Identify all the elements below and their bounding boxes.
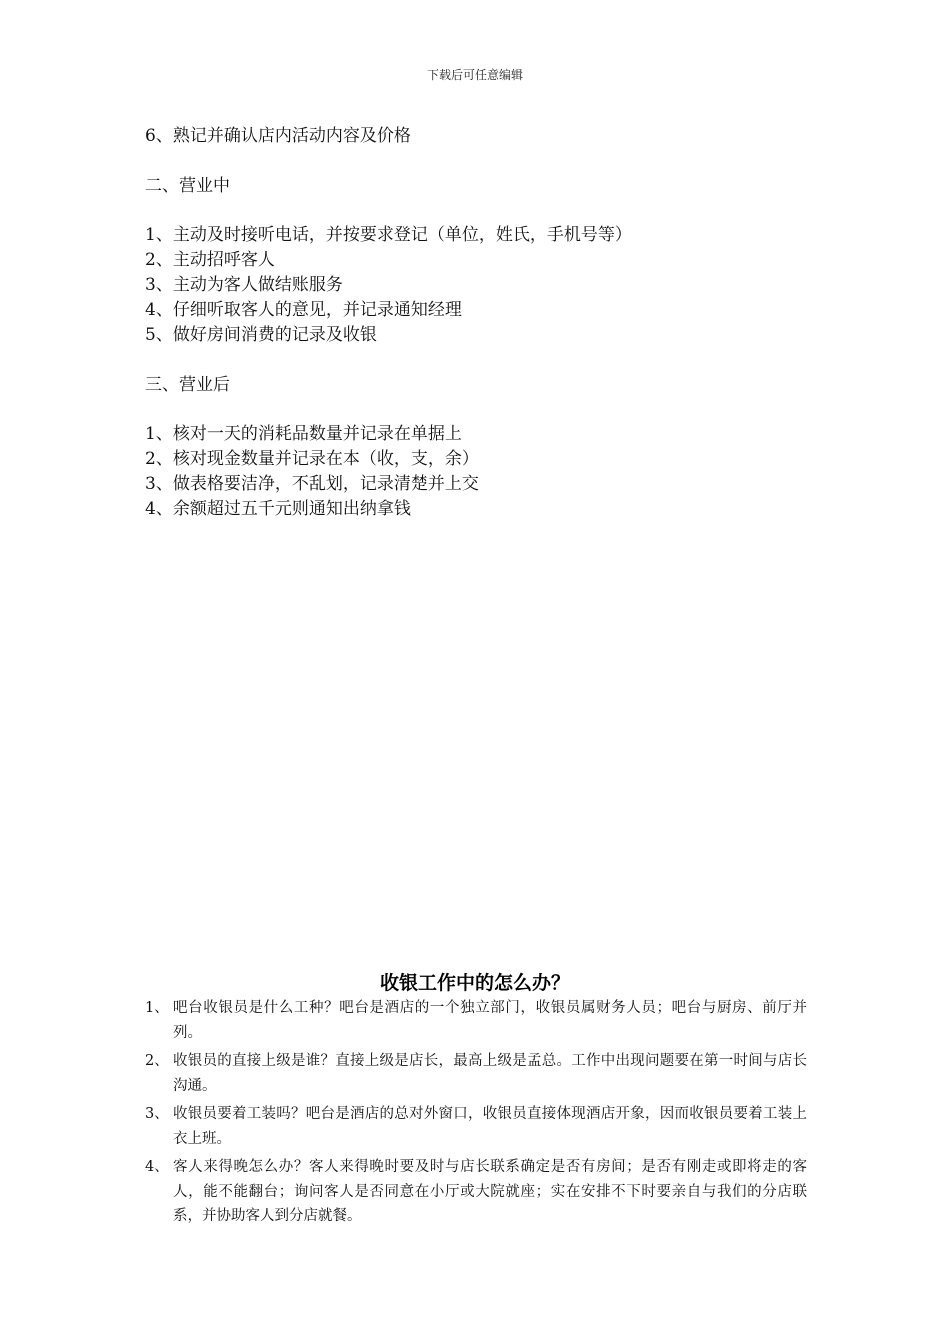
list-item: 1、核对一天的消耗品数量并记录在单据上 <box>145 424 462 444</box>
list-item: 4、仔细听取客人的意见，并记录通知经理 <box>145 300 462 320</box>
faq-text: 客人来得晚怎么办？客人来得晚时要及时与店长联系确定是否有房间；是否有刚走或即将走的客人，能不能翻台；询问客人是否同意在小厅或大院就座；实在安排不下时要亲自与我们的分店联系，并协助客人到分店就餐。 <box>173 1159 807 1224</box>
faq-text: 吧台收银员是什么工种？吧台是酒店的一个独立部门，收银员属财务人员；吧台与厨房、前厅并列。 <box>173 1000 807 1041</box>
faq-item <box>145 1049 807 1098</box>
faq-text: 收银员的直接上级是谁？直接上级是店长，最高上级是孟总。工作中出现问题要在第一时间与店长沟通。 <box>173 1053 807 1094</box>
faq-list <box>145 996 807 1233</box>
list-item: 5、做好房间消费的记录及收银 <box>145 325 377 345</box>
faq-number: 1、 <box>145 1000 169 1016</box>
faq-item <box>145 996 807 1045</box>
faq-number: 3、 <box>145 1106 169 1122</box>
faq-number: 4、 <box>145 1159 169 1175</box>
faq-item <box>145 1102 807 1151</box>
list-item: 3、主动为客人做结账服务 <box>145 275 343 295</box>
section-heading-during: 二、营业中 <box>145 175 230 196</box>
faq-title: 收银工作中的怎么办？ <box>379 972 570 994</box>
list-item: 2、主动招呼客人 <box>145 250 275 270</box>
list-item: 4、余额超过五千元则通知出纳拿钱 <box>145 499 411 519</box>
faq-item <box>145 1155 807 1229</box>
list-item: 2、核对现金数量并记录在本（收，支，余） <box>145 449 479 469</box>
section-heading-after: 三、营业后 <box>145 374 230 395</box>
header-note: 下载后可任意编辑 <box>426 68 523 82</box>
list-item: 1、主动及时接听电话，并按要求登记（单位，姓氏，手机号等） <box>145 225 632 245</box>
faq-number: 2、 <box>145 1053 169 1069</box>
list-item: 3、做表格要洁净，不乱划，记录清楚并上交 <box>145 474 479 494</box>
faq-text: 收银员要着工装吗？吧台是酒店的总对外窗口，收银员直接体现酒店开象，因而收银员要着工装上衣上班。 <box>173 1106 807 1147</box>
duties-section <box>145 124 815 522</box>
list-item: 6、熟记并确认店内活动内容及价格 <box>145 126 411 146</box>
